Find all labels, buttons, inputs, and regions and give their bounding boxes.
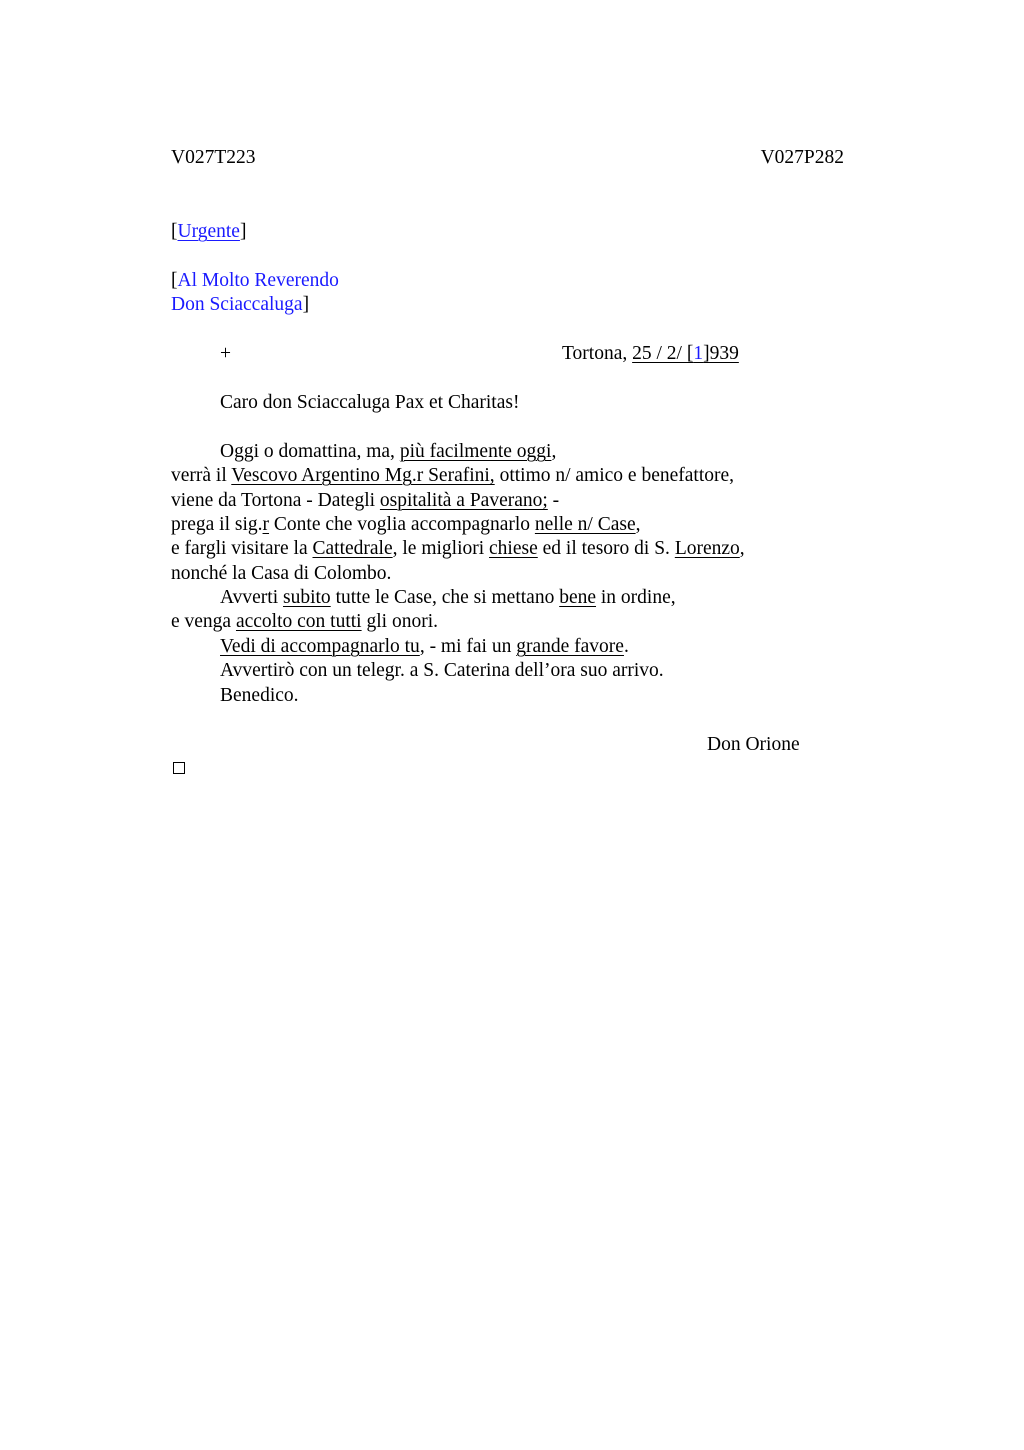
emphasis: accolto con tutti — [235, 611, 362, 632]
dateline — [562, 342, 739, 366]
body-line-1: Oggi o domattina, ma, più facilmente oggi, — [220, 441, 557, 462]
body-line-11: Benedico. — [220, 685, 299, 706]
emphasis: più facilmente oggi — [399, 441, 552, 462]
recipient-title: Al Molto Reverendo — [177, 270, 339, 291]
urgent-link[interactable]: Urgente — [177, 221, 240, 242]
body-line-5: e fargli visitare la Cattedrale, le migliori chiese ed il tesoro di S. Lorenzo, — [171, 538, 745, 559]
left-code: V027T223 — [171, 147, 256, 168]
body-line-8: e venga accolto con tutti gli onori. — [171, 611, 438, 632]
body-line-6: nonché la Casa di Colombo. — [171, 563, 392, 584]
checkbox-icon[interactable] — [173, 762, 185, 774]
body-line-2: verrà il Vescovo Argentino Mg.r Serafini, ottimo n/ amico e benefattore, — [171, 465, 735, 486]
cross-symbol: + — [220, 343, 231, 364]
date-end: ]939 — [703, 343, 739, 364]
emphasis: nelle n/ Case — [534, 514, 636, 535]
body-line-10: Avvertirò con un telegr. a S. Caterina dell’ora suo arrivo. — [220, 660, 664, 681]
emphasis: subito — [283, 587, 331, 608]
emphasis: chiese — [489, 538, 538, 559]
recipient-name: Don Sciaccaluga — [171, 294, 303, 315]
body-line-9: Vedi di accompagnarlo tu, - mi fai un grande favore. — [220, 636, 629, 657]
date-part: 25 / 2/ [ — [632, 343, 694, 364]
emphasis: Vescovo Argentino Mg.r Serafini, — [231, 465, 495, 486]
emphasis: Vedi di accompagnarlo tu — [220, 636, 420, 657]
urgent-annotation: [Urgente] — [171, 221, 247, 242]
body-line-4: prega il sig.r Conte che voglia accompagnarlo nelle n/ Case, — [171, 514, 641, 535]
emphasis: bene — [559, 587, 597, 608]
date-inserted: 1 — [693, 343, 704, 364]
emphasis: Cattedrale — [312, 538, 393, 559]
emphasis: Lorenzo — [674, 538, 740, 559]
emphasis: ospitalità a Paverano; — [379, 490, 548, 511]
emphasis: grande favore — [516, 636, 624, 657]
body-line-3: viene da Tortona - Dategli ospitalità a Paverano; - — [171, 490, 560, 511]
signature: Don Orione — [707, 734, 800, 755]
recipient-line-2: Don Sciaccaluga] — [171, 294, 310, 315]
date-underlined — [632, 343, 739, 364]
salutation: Caro don Sciaccaluga Pax et Charitas! — [220, 392, 520, 413]
emphasis: r — [262, 514, 270, 535]
right-code: V027P282 — [760, 147, 844, 168]
date-place: Tortona, — [562, 343, 633, 364]
body-line-7: Avverti subito tutte le Case, che si mettano bene in ordine, — [220, 587, 676, 608]
recipient-line-1: [Al Molto Reverendo — [171, 270, 339, 291]
